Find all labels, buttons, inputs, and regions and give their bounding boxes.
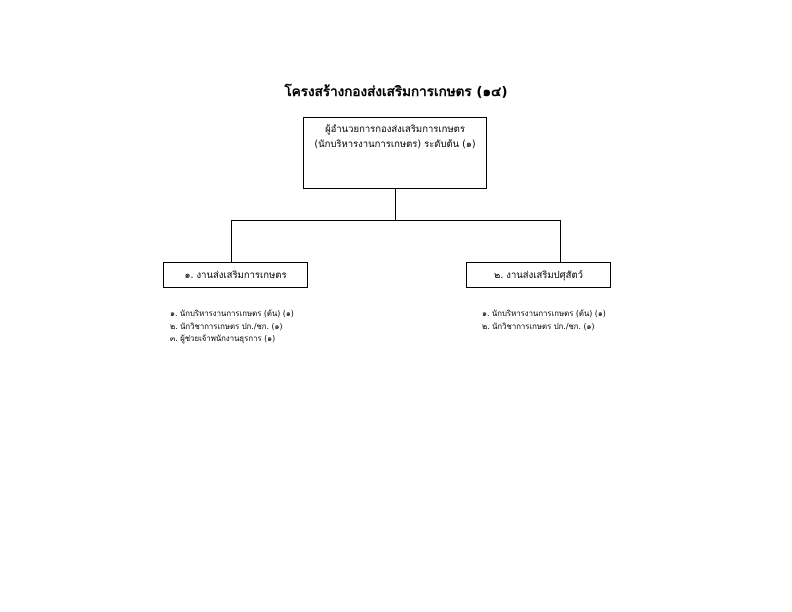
org-node-root-line1: ผู้อำนวยการกองส่งเสริมการเกษตร: [325, 124, 465, 135]
org-node-branch-1: [163, 262, 308, 288]
org-node-branch-2-label: ๒. งานส่งเสริมปศุสัตว์: [494, 269, 583, 281]
org-node-root: [303, 117, 487, 189]
connector-branch-2-vertical: [560, 220, 561, 262]
org-node-root-line2: (นักบริหารงานการเกษตร) ระดับต้น (๑): [314, 139, 476, 150]
staff-list-item: ๓. ผู้ช่วยเจ้าพนักงานธุรการ (๑): [170, 334, 276, 343]
staff-list-item: ๑. นักบริหารงานการเกษตร (ต้น) (๑): [482, 309, 606, 318]
connector-root-vertical: [395, 189, 396, 220]
org-node-branch-2: [466, 262, 611, 288]
staff-list-branch-2: [482, 308, 692, 333]
staff-list-item: ๒. นักวิชาการเกษตร ปก./ชก. (๑): [170, 321, 283, 331]
connector-branch-1-vertical: [231, 220, 232, 262]
staff-list-item: ๒. นักวิชาการเกษตร ปก./ชก. (๑): [482, 321, 595, 331]
connector-horizontal-bus: [231, 220, 560, 221]
page-title: โครงสร้างกองส่งเสริมการเกษตร (๑๔): [284, 84, 508, 100]
org-node-branch-1-label: ๑. งานส่งเสริมการเกษตร: [184, 269, 287, 281]
staff-list-branch-1: [170, 308, 380, 346]
staff-list-item: ๑. นักบริหารงานการเกษตร (ต้น) (๑): [170, 309, 294, 318]
